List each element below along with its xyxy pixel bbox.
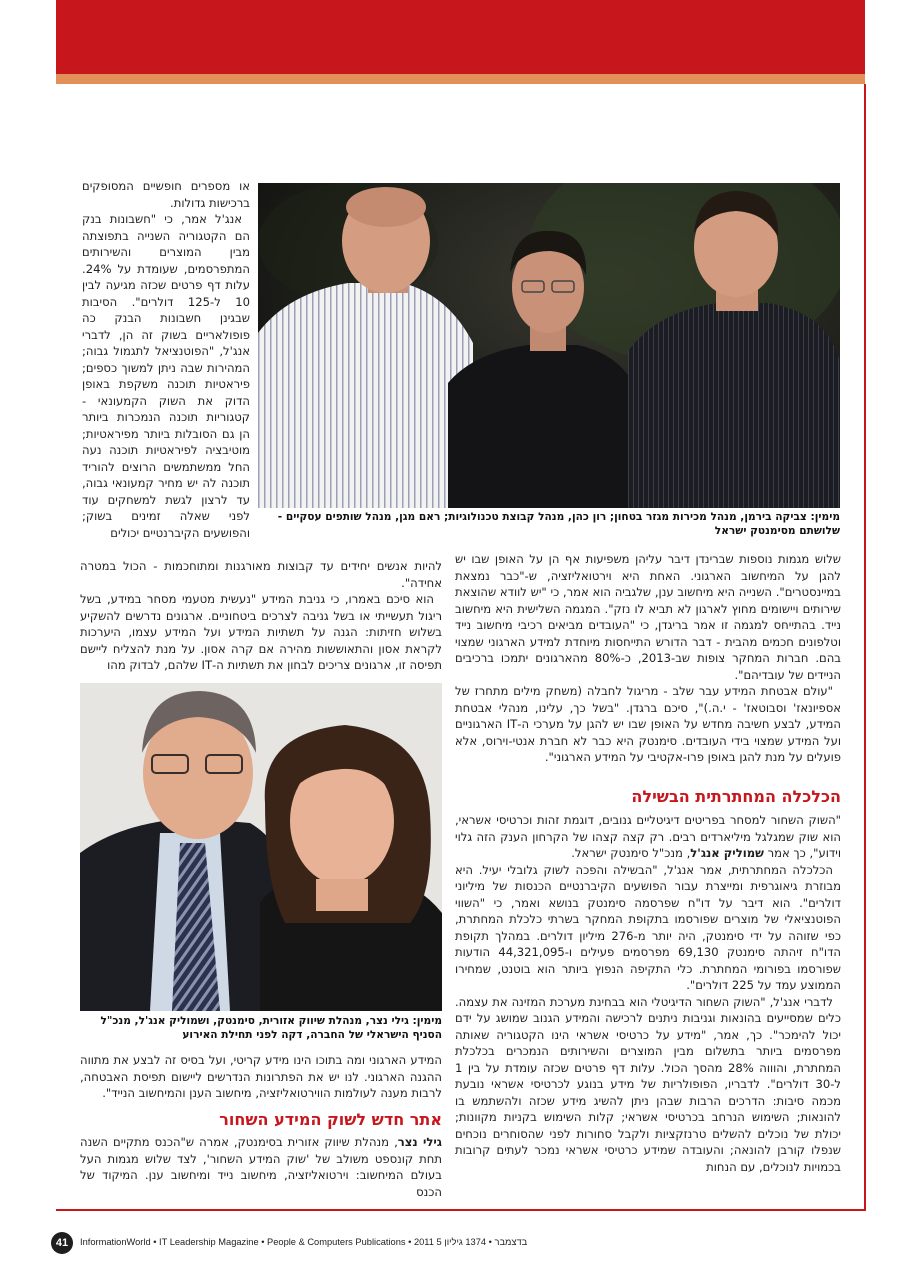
left-paragraph-4-text: , מנהלת שיווק אזורית בסימנטק, אמרה ש"הכנס מתקיים השנה תחת קונספט משולב של 'שוק המידע השחור', לצד שלוש מגמות העל בעולם המיחשוב: וירטואליזציה, מיחשוב נייד ומיחשוב ענן. המיקוד של הכנס <box>80 1135 442 1199</box>
top-photo <box>258 183 840 508</box>
left-paragraph-3: המידע הארגוני ומה בתוכו הינו מידע קריטי, ועל בסיס זה לבצע את מתווה ההגנה הארגוני. לנו יש את הפתרונות הנדרשים ליישום תפיסת האבטחה, לרבות מענה לעולמות הווירטואליזציה, מיחשוב הענן והמיחשוב הנייד". <box>80 1053 442 1100</box>
page-frame-bottom <box>56 1209 866 1211</box>
left-text-column-bottom <box>80 1134 442 1200</box>
narrow-paragraph-1: או מספרים חופשיים המסופקים ברכישות גדולות. <box>82 179 250 210</box>
left-paragraph-2: הוא סיכם באמרו, כי גניבת המידע "נעשית מטעמי מסחר במידע, בשל ריגול תעשייתי או בשל גניבה לצרכים ביטחוניים. ארגונים נדרשים להשקיע בשלוש חזיתות: הגנה על תשתיות המידע ועל המידע עצמו, היערכות לקראת אסון והתאוששות מהירה אם קרה אסון. על מנת להצליח ליישם תפיסה זו, ארגונים צריכים לבחון את תשתיות ה-IT שלהם, לבדוק מהו <box>80 592 442 672</box>
narrow-paragraph-2: אנג'ל אמר, כי "חשבונות בנק הם הקטגוריה השנייה בתפוצתה מבין המוצרים והשירותים המתפרסמים, שעומדת על 24%. עלות דף פרטים שכזה מגיעה לבין 10 ל-125 דולרים". הסיבות שבגינן חשבונות הבנק כה פופולאריים בשוק זה הן, לדברי אנג'ל, "הפוטנציאל לתגמול גבוה; המהירות שבה ניתן למשוך כספים; פיראטיות תוכנה משקפת באופן הדוק את השוק הקמעונאי - קטגוריות תוכנה הנמכרות ביותר הן גם הסובלות ביותר מפיראטיות; מוטיבציה לפיראטיות תוכנה נעה החל ממשתמשים הרוצים להוריד תוכנה לה יש מחיר קמעונאי גבוה, עד לרצון לגשת למשחקים עוד לפני שאלה זמינים בשוק; והפושעים הקיברנטיים יכולים <box>82 212 250 540</box>
header-accent-stripe <box>56 74 865 84</box>
right-paragraph-4: הכלכלה המחתרתית, אמר אנג'ל, "הבשילה והפכה לשוק גלובלי יעיל. היא מבוזרת גיאוגרפית ומייצרת עבור הפושעים הקיברנטיים הכנסות של מיליוני דולרים". הוא דיבר על דו"ח שפרסמה סימנטק בנושא ואמר, כי "השווי הפוטנציאלי של מוצרים שפורסמו בתקופת המחקר בשרתי כלכלת המחתרת, כפי שזוהה על ידי סימנטק, היה יותר מ-276 מיליון דולרים. במהלך תקופת הדו"ח זיהתה סימנטק 69,130 מפרסמים פעילים ו-44,321,095 הודעות שפורסמו בפורומי המחתרת. כלי התקיפה הנפוץ ביותר הוא בוטנט, שמחירו הממוצע עמד על 225 דולרים". <box>455 862 841 992</box>
right-text-column-lower <box>455 812 841 1208</box>
section-heading-underground-economy: הכלכלה המחתרתית הבשילה <box>631 787 841 806</box>
page-frame-right <box>864 84 866 1211</box>
duo-portrait-image <box>80 683 442 1011</box>
person-name-gili: גילי נצר <box>397 1135 442 1149</box>
section-heading-black-market-site: אתר חדש לשוק המידע השחור <box>219 1110 442 1129</box>
right-paragraph-5: לדברי אנג'ל, "השוק השחור הדיגיטלי הוא בבחינת מערכת המזינה את עצמה. כלים שמסייעים בהונאות וגניבות ניתנים לרכישה והמידע הגנוב שמושג על ידם יכול להימכר". כך, אמר, "מידע על כרטיסי אשראי הינו הקטגוריה שאותה מפרסמים ביותר בתשלום מבין המוצרים והשירותים הנמכרים בכלכלת המחתרת, והוווה 28% מהסך הכול. עלות דף פרטים שכזה עומדת על בין 1 ל-30 דולרים". לדבריו, הפופולריות של מידע בנוגע לכרטיסי אשראי נובעת מכמה סיבות: הדרכים הרבות שבהן ניתן להשיג מידע שכזה ולהשתמש בו להונאות; השימוש הנרחב בכרטיסי אשראי; קלות השימוש בקניות מקוונות; יכולת של נוכלים להשלים טרנזקציות ולקבל סחורות לפני שהסוחרים נוכחים שנפלו קורבן להונאה; והעובדה שמידע כרטיסי אשראי נמכר לעתים קרובות בכמויות לנוכלים, עם הנחות <box>455 994 841 1174</box>
left-text-column-upper <box>80 558 442 674</box>
person-name-shmulik: שמוליק אנג'ל <box>690 846 764 860</box>
left-paragraph-1: להיות אנשים יחידים עד קבוצות מאורגנות ומתוחכמות - הכול במטרה אחידה". <box>80 559 442 590</box>
left-text-column-lower <box>80 1052 442 1102</box>
right-paragraph-2: "עולם אבטחת המידע עבר שלב - מריגול לחבלה (משחק מילים מתחרז של אספיונאז' וסבוטאז' - י.ה.)", סיכם ברגדן. "בשל כך, עלינו, מנהלי אבטחת המידע, לבצע חשיבה מחדש על האופן שבו יש להגן על מערכי ה-IT הארגוניים ועל המידע שמצוי בידי העובדים. סימנטק היא כבר לא חברת אנטי-וירוס, אלא פועלים על מנת להגן באופן פרו-אקטיבי על המידע הארגוני". <box>455 684 841 764</box>
group-portrait-image <box>258 183 840 508</box>
page-number-badge: 41 <box>51 1232 73 1254</box>
left-photo <box>80 683 442 1011</box>
right-paragraph-3: "השוק השחור למסחר בפריטים דיגיטליים גנובים, דוגמת זהות וכרטיסי אשראי, הוא שוק שמגלגל מיליארדים רבים. רק קצה קצהו של הקרחון הענק הזה גלוי וידוע", כך אמר שמוליק אנג'ל, מנכ"ל סימנטק ישראל. <box>455 813 841 860</box>
left-paragraph-4 <box>80 1134 442 1200</box>
header-color-band <box>56 0 865 74</box>
page-footer <box>51 1232 851 1254</box>
footer-publication-line: InformationWorld • IT Leadership Magazine • People & Computers Publications • 2011 5 בדצמבר • 1374 גיליון <box>80 1237 528 1247</box>
right-paragraph-1: שלוש מגמות נוספות שברינדן דיבר עליהן משפיעות אף הן על האופן שבו יש להגן על המיחשוב הארגוני. האחת היא וירטואליזציה, ש-"כבר נמצאת במיינסטרים". השנייה היא מיחשוב ענן, שלגביה הוא אמר, כי "יש לוודא שהוצאת שירותים ויישומים מחוץ לארגון לא תביא לו נזק". המגמה השלישית היא מיחשוב נייד. בהתייחס למגמה זו אמר בריגדן, כי "העובדים מביאים רכיבי מיחשוב נייד וטלפונים חכמים מהבית - דבר הדורש התייחסות מיוחדת למידע הארגוני שמצוי בהם. חברות המחקר צופות שב-2013, כ-80% מהארגונים יתמכו ברכיבים הניידים של עובדיהם". <box>455 552 842 682</box>
right-text-column-upper <box>455 551 841 766</box>
top-photo-caption: מימין: צביקה בירמן, מנהל מכירות מגזר בטחון; רון כהן, מנהל קבוצת טכנולוגיות; ראם מגן, מנהל שותפים עסקיים - שלושתם מסימנטק ישראל <box>277 511 840 537</box>
narrow-text-column <box>82 178 250 550</box>
left-photo-caption: מימין: גילי נצר, מנהלת שיווק אזורית, סימנטק, ושמוליק אנג'ל, מנכ"ל הסניף הישראלי של החברה, דקה לפני תחילת האירוע <box>100 1015 442 1041</box>
